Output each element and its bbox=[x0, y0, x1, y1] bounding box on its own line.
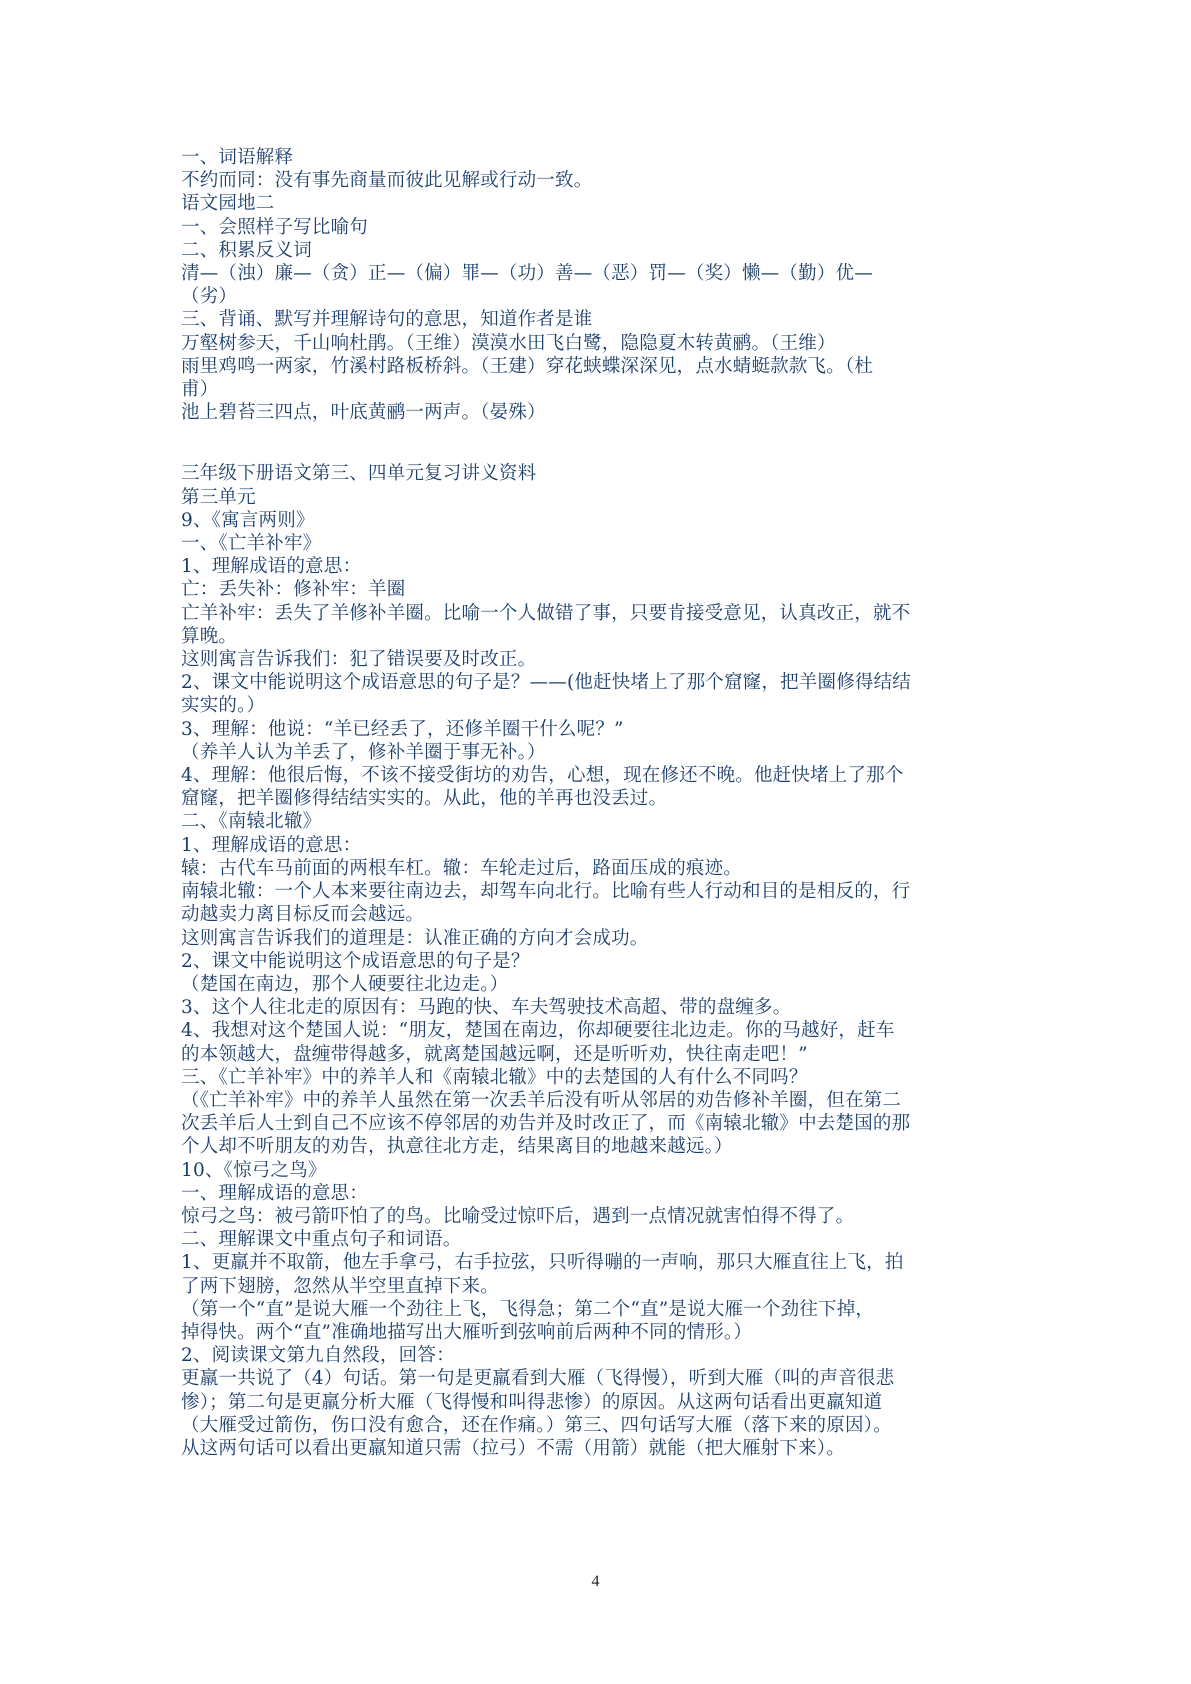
text-line: 掉得快。两个“直”准确地描写出大雁听到弦响前后两种不同的情形。） bbox=[181, 1321, 753, 1343]
text-line: 雨里鸡鸣一两家，竹溪村路板桥斜。（王建）穿花蛱蝶深深见，点水蜻蜓款款飞。（杜 bbox=[181, 355, 874, 377]
text-line: 的本领越大，盘缠带得越多，就离楚国越远啊，还是听听劝，快往南走吧！” bbox=[181, 1043, 808, 1065]
text-line: 3、理解：他说：“羊已经丢了，还修羊圈干什么呢？” bbox=[181, 718, 624, 740]
document-body bbox=[181, 146, 1017, 1460]
text-line: 1、理解成语的意思： bbox=[181, 834, 362, 856]
text-line: 甫） bbox=[181, 379, 219, 401]
text-line: 1、更羸并不取箭，他左手拿弓，右手拉弦，只听得嘣的一声响，那只大雁直往上飞，拍 bbox=[181, 1252, 904, 1274]
text-line: 实实的。） bbox=[181, 695, 266, 717]
text-line: 1、理解成语的意思： bbox=[181, 556, 362, 578]
text-line: 2、课文中能说明这个成语意思的句子是？ bbox=[181, 950, 530, 972]
text-line: 第三单元 bbox=[181, 486, 256, 508]
text-line: （第一个“直”是说大雁一个劲往上飞，飞得急；第二个“直”是说大雁一个劲往下掉， bbox=[181, 1298, 875, 1320]
text-line: 3、这个人往北走的原因有：马跑的快、车夫驾驶技术高超、带的盘缠多。 bbox=[181, 997, 792, 1019]
text-line: （楚国在南边，那个人硬要往北边走。） bbox=[181, 973, 509, 995]
page-number: 4 bbox=[591, 1573, 600, 1590]
section-review-notes bbox=[181, 462, 1017, 1460]
text-line: 一、《亡羊补牢》 bbox=[181, 533, 322, 555]
text-line: 二、积累反义词 bbox=[181, 239, 312, 261]
text-line: 不约而同：没有事先商量而彼此见解或行动一致。 bbox=[181, 170, 593, 192]
text-line: （劣） bbox=[181, 286, 238, 308]
text-line: 次丢羊后人士到自己不应该不停邻居的劝告并及时改正了，而《南辕北辙》中去楚国的那 bbox=[181, 1113, 911, 1135]
text-line: 亡羊补牢：丢失了羊修补羊圈。比喻一个人做错了事，只要肯接受意见，认真改正，就不 bbox=[181, 602, 911, 624]
text-line: 清—（浊）廉—（贪）正—（偏）罪—（功）善—（恶）罚—（奖）懒—（勤）优— bbox=[181, 263, 873, 285]
text-line: 二、理解课文中重点句子和词语。 bbox=[181, 1229, 462, 1251]
text-line: 万壑树参天，千山响杜鹃。（王维）漠漠水田飞白鹭，隐隐夏木转黄鹂。（王维） bbox=[181, 332, 836, 354]
text-line: （大雁受过箭伤，伤口没有愈合，还在作痛。）第三、四句话写大雁（落下来的原因）。 bbox=[181, 1414, 892, 1436]
text-line: 惊弓之鸟：被弓箭吓怕了的鸟。比喻受过惊吓后，遇到一点情况就害怕得不得了。 bbox=[181, 1205, 855, 1227]
text-line: 三年级下册语文第三、四单元复习讲义资料 bbox=[181, 463, 537, 485]
text-line: 4、理解：他很后悔，不该不接受街坊的劝告，心想，现在修还不晚。他赶快堵上了那个 bbox=[181, 765, 904, 787]
text-line: 个人却不听朋友的劝告，执意往北方走，结果离目的地越来越远。） bbox=[181, 1136, 733, 1158]
text-line: 语文园地二 bbox=[181, 193, 275, 215]
text-line: 三、背诵、默写并理解诗句的意思，知道作者是谁 bbox=[181, 309, 593, 331]
text-line: 这则寓言告诉我们：犯了错误要及时改正。 bbox=[181, 649, 537, 671]
text-line: 这则寓言告诉我们的道理是：认准正确的方向才会成功。 bbox=[181, 927, 649, 949]
text-line: （《亡羊补牢》中的养羊人虽然在第一次丢羊后没有听从邻居的劝告修补羊圈，但在第二 bbox=[181, 1089, 902, 1111]
text-line: 一、词语解释 bbox=[181, 147, 294, 168]
text-line: 从这两句话可以看出更羸知道只需（拉弓）不需（用箭）就能（把大雁射下来）。 bbox=[181, 1437, 845, 1459]
text-line: 池上碧苔三四点，叶底黄鹂一两声。（晏殊） bbox=[181, 402, 546, 424]
text-line: 9、《寓言两则》 bbox=[181, 509, 315, 531]
text-line: 更羸一共说了（4）句话。第一句是更羸看到大雁（飞得慢），听到大雁（叫的声音很悲 bbox=[181, 1368, 895, 1390]
section-poems bbox=[181, 146, 1017, 424]
text-line: 动越卖力离目标反而会越远。 bbox=[181, 904, 425, 926]
text-line: 一、会照样子写比喻句 bbox=[181, 216, 369, 238]
text-line: 2、课文中能说明这个成语意思的句子是？——(他赶快堵上了那个窟窿，把羊圈修得结结 bbox=[181, 672, 911, 694]
text-line: 亡：丢失补：修补牢：羊圈 bbox=[181, 579, 406, 601]
text-line: 南辕北辙：一个人本来要往南边去，却驾车向北行。比喻有些人行动和目的是相反的，行 bbox=[181, 881, 911, 903]
text-line: （养羊人认为羊丢了，修补羊圈于事无补。） bbox=[181, 741, 546, 763]
text-line: 2、阅读课文第九自然段，回答： bbox=[181, 1345, 455, 1367]
text-line: 一、理解成语的意思： bbox=[181, 1182, 369, 1204]
text-line: 10、《惊弓之鸟》 bbox=[181, 1159, 327, 1181]
text-line: 算晚。 bbox=[181, 625, 238, 647]
text-line: 了两下翅膀，忽然从半空里直掉下来。 bbox=[181, 1275, 499, 1297]
text-line: 三、《亡羊补牢》中的养羊人和《南辕北辙》中的去楚国的人有什么不同吗？ bbox=[181, 1066, 808, 1088]
section-gap bbox=[181, 424, 1017, 462]
text-line: 惨）；第二句是更羸分析大雁（飞得慢和叫得悲惨）的原因。从这两句话看出更羸知道 bbox=[181, 1391, 883, 1413]
text-line: 窟窿，把羊圈修得结结实实的。从此，他的羊再也没丢过。 bbox=[181, 788, 668, 810]
text-line: 二、《南辕北辙》 bbox=[181, 811, 322, 833]
text-line: 辕：古代车马前面的两根车杠。辙：车轮走过后，路面压成的痕迹。 bbox=[181, 857, 743, 879]
text-line: 4、我想对这个楚国人说：“朋友，楚国在南边，你却硬要往北边走。你的马越好，赶车 bbox=[181, 1020, 895, 1042]
